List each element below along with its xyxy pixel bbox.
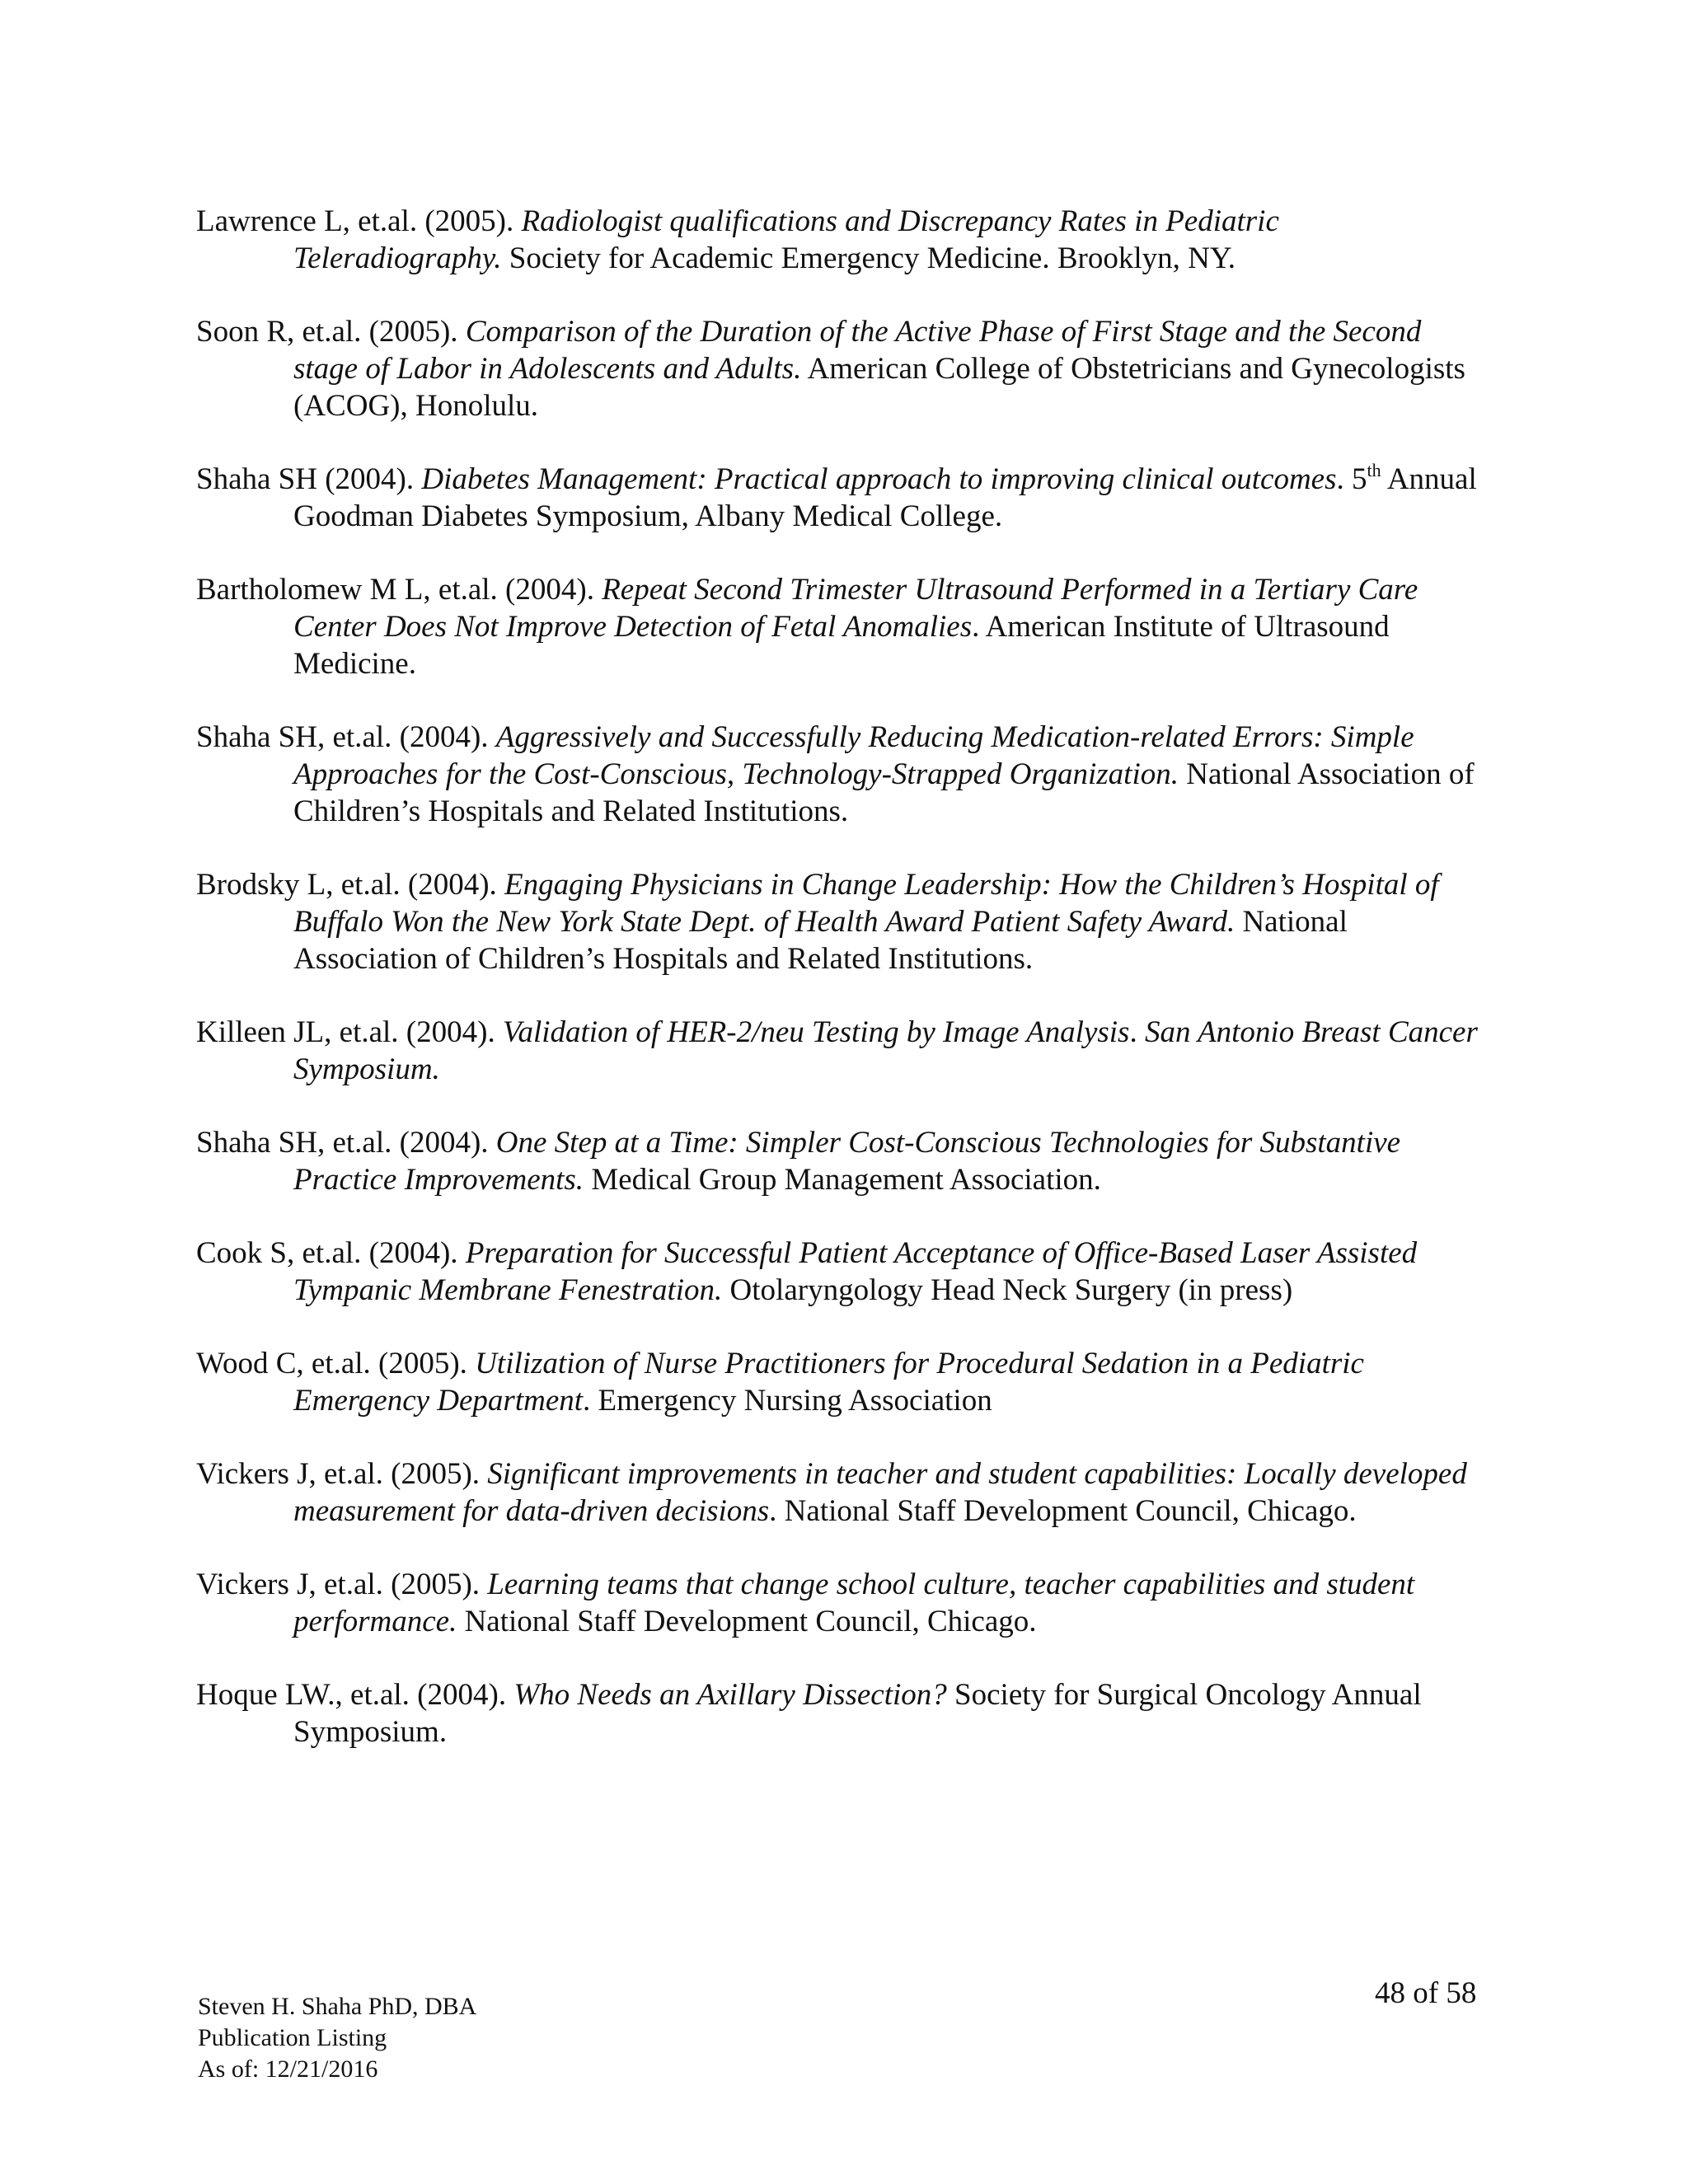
reference-venue: National Association of Children’s Hospitals and Related Institutions. bbox=[293, 905, 1348, 976]
reference-entry bbox=[196, 1345, 1490, 1419]
reference-title: Who Needs an Axillary Dissection? bbox=[513, 1678, 947, 1712]
reference-title: Learning teams that change school culture, teacher capabilities and student performance. bbox=[293, 1568, 1415, 1638]
reference-author-year: Brodsky L, et.al. (2004). bbox=[196, 868, 505, 902]
reference-title: Utilization of Nurse Practitioners for Procedural Sedation in a Pediatric Emergency Department bbox=[293, 1347, 1364, 1418]
reference-venue: . bbox=[1336, 462, 1344, 496]
footer bbox=[198, 1991, 476, 2085]
reference-venue: . American Institute of Ultrasound Medicine. bbox=[293, 610, 1390, 681]
reference-title: One Step at a Time: Simpler Cost-Conscious Technologies for Substantive Practice Improvements. bbox=[293, 1126, 1401, 1197]
reference-venue: Otolaryngology Head Neck Surgery (in press) bbox=[722, 1273, 1293, 1307]
reference-venue: . bbox=[1129, 1015, 1145, 1049]
reference-venue: Society for Surgical Oncology Annual Symposium. bbox=[293, 1678, 1422, 1749]
footer-as-of: As of: 12/21/2016 bbox=[198, 2055, 378, 2083]
reference-author-year: Vickers J, et.al. (2005). bbox=[196, 1457, 488, 1491]
reference-venue: . Emergency Nursing Association bbox=[583, 1384, 992, 1418]
reference-entry bbox=[196, 1676, 1490, 1750]
reference-title: Significant improvements in teacher and student capabilities: Locally developed measurement for data-driven decisions bbox=[293, 1457, 1467, 1528]
reference-entry bbox=[196, 461, 1490, 535]
footer-doc-title: Publication Listing bbox=[198, 2024, 387, 2051]
reference-author-year: Wood C, et.al. (2005). bbox=[196, 1347, 476, 1380]
reference-title: Preparation for Successful Patient Acceptance of Office-Based Laser Assisted Tympanic Membrane Fenestration. bbox=[293, 1236, 1418, 1307]
reference-author-year: Soon R, et.al. (2005). bbox=[196, 315, 466, 349]
reference-list bbox=[196, 203, 1490, 1787]
reference-entry bbox=[196, 1455, 1490, 1530]
reference-entry bbox=[196, 313, 1490, 424]
reference-venue: National Staff Development Council, Chicago. bbox=[457, 1605, 1037, 1638]
reference-author-year: Shaha SH (2004). bbox=[196, 462, 422, 496]
reference-author-year: Bartholomew M L, et.al. (2004). bbox=[196, 573, 603, 607]
reference-venue: Society for Academic Emergency Medicine. Brooklyn, NY. bbox=[501, 241, 1236, 275]
reference-venue-cont: Annual Goodman Diabetes Symposium, Albany Medical College. bbox=[293, 462, 1477, 533]
reference-entry bbox=[196, 203, 1490, 277]
reference-title: Repeat Second Trimester Ultrasound Performed in a Tertiary Care Center Does Not Improve Detection of Fetal Anomalies bbox=[293, 573, 1418, 644]
reference-venue: . National Staff Development Council, Chicago. bbox=[769, 1494, 1357, 1528]
reference-author-year: Shaha SH, et.al. (2004). bbox=[196, 1126, 496, 1160]
reference-title: Aggressively and Successfully Reducing Medication-related Errors: Simple Approaches for the Cost-Conscious, Technology-Strapped Organization. bbox=[293, 720, 1414, 791]
reference-entry bbox=[196, 1235, 1490, 1309]
reference-author-year: Cook S, et.al. (2004). bbox=[196, 1236, 466, 1270]
reference-ordinal: 5 bbox=[1351, 462, 1367, 496]
reference-title: Radiologist qualifications and Discrepancy Rates in Pediatric Teleradiography. bbox=[293, 204, 1279, 275]
reference-spacer bbox=[1344, 462, 1352, 496]
reference-entry bbox=[196, 719, 1490, 830]
reference-entry bbox=[196, 1014, 1490, 1088]
footer-author: Steven H. Shaha PhD, DBA bbox=[198, 1993, 477, 2020]
reference-ordinal-suffix: th bbox=[1367, 460, 1381, 480]
reference-venue: Medical Group Management Association. bbox=[584, 1163, 1101, 1197]
reference-author-year: Lawrence L, et.al. (2005). bbox=[196, 204, 522, 238]
reference-entry bbox=[196, 571, 1490, 682]
reference-author-year: Killeen JL, et.al. (2004). bbox=[196, 1015, 503, 1049]
reference-author-year: Hoque LW., et.al. (2004). bbox=[196, 1678, 514, 1712]
reference-entry bbox=[196, 1566, 1490, 1640]
page-number: 48 of 58 bbox=[1375, 1976, 1477, 2010]
reference-venue: National Association of Children’s Hospitals and Related Institutions. bbox=[293, 757, 1475, 828]
reference-entry bbox=[196, 866, 1490, 977]
reference-title: Comparison of the Duration of the Active Phase of First Stage and the Second stage of Labor in Adolescents and Adults. bbox=[293, 315, 1422, 386]
reference-title: Diabetes Management: Practical approach to improving clinical outcomes bbox=[421, 462, 1337, 496]
reference-entry bbox=[196, 1124, 1490, 1198]
reference-author-year: Shaha SH, et.al. (2004). bbox=[196, 720, 496, 754]
reference-author-year: Vickers J, et.al. (2005). bbox=[196, 1568, 488, 1601]
reference-venue-italic: San Antonio Breast Cancer Symposium. bbox=[293, 1015, 1478, 1086]
reference-title: Engaging Physicians in Change Leadership: How the Children’s Hospital of Buffalo Won the New York State Dept. of Health Award Patient Safety Award. bbox=[293, 868, 1439, 939]
reference-title: Validation of HER-2/neu Testing by Image Analysis bbox=[502, 1015, 1130, 1049]
reference-venue: American College of Obstetricians and Gynecologists (ACOG), Honolulu. bbox=[293, 352, 1465, 423]
